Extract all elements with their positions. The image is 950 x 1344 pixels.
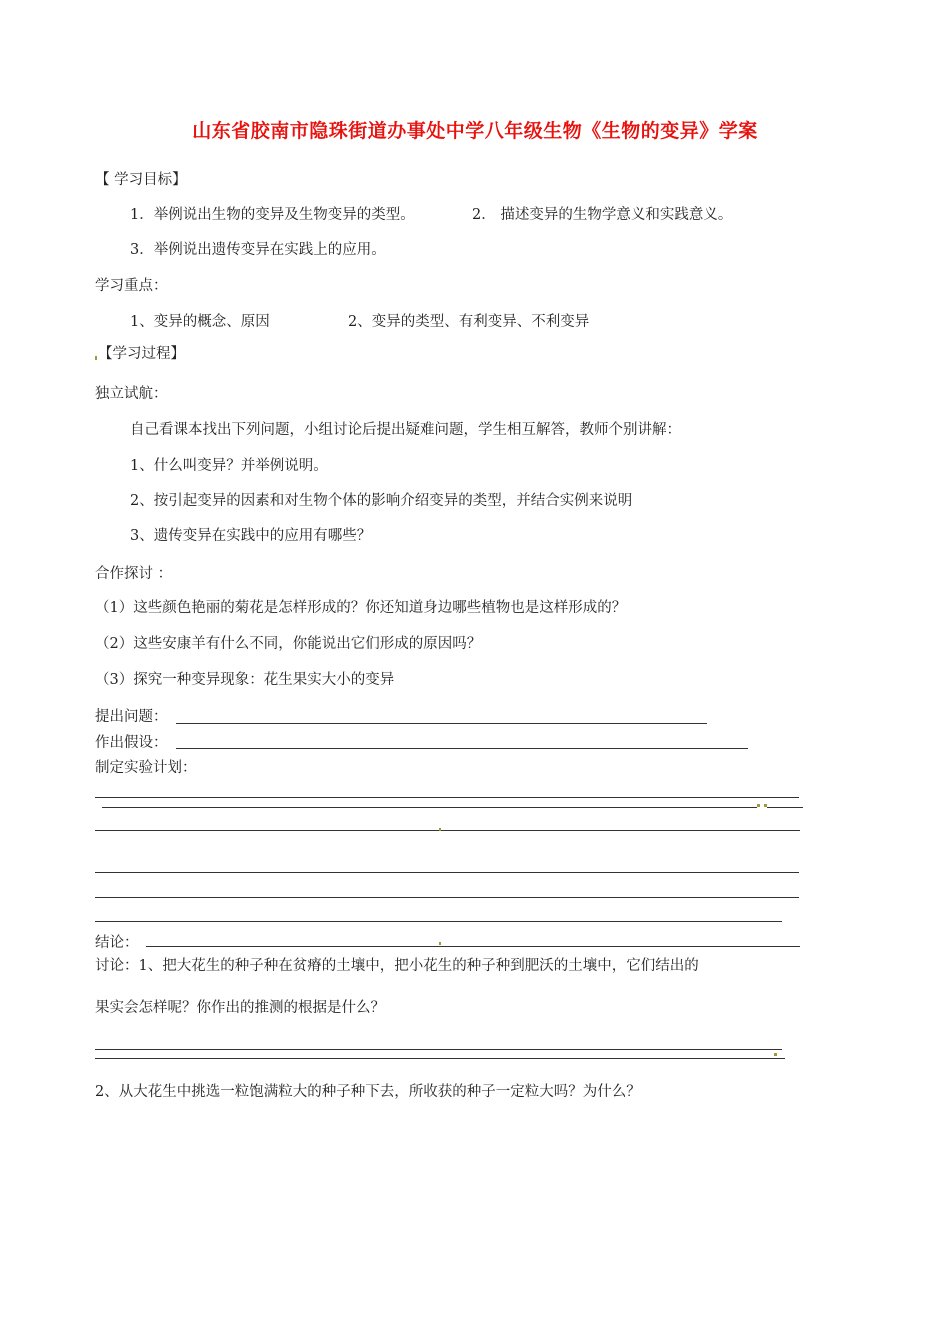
cooperation-2: （2）这些安康羊有什么不同，你能说出它们形成的原因吗？: [95, 636, 482, 652]
plan-line-2[interactable]: [102, 807, 757, 808]
cooperation-3: （3）探究一种变异现象：花生果实大小的变异: [95, 672, 395, 688]
discussion-1-answer-line-2[interactable]: [95, 1058, 785, 1059]
key-points-heading: 学习重点：: [95, 278, 168, 294]
process-heading: 【学习过程】: [98, 346, 185, 362]
discussion-2: 2、从大花生中挑选一粒饱满粒大的种子种下去，所收获的种子一定粒大吗？为什么？: [95, 1084, 641, 1100]
hypothesis-label: 作出假设：: [95, 735, 168, 751]
scan-mark: [774, 1053, 777, 1056]
question-label: 提出问题：: [95, 709, 168, 725]
plan-line-1[interactable]: [95, 797, 799, 798]
self-study-heading: 独立试航：: [95, 386, 168, 402]
goal-item-2: 2． 描述变异的生物学意义和实践意义。: [472, 207, 733, 223]
goal-item-1: 1．举例说出生物的变异及生物变异的类型。: [130, 207, 415, 223]
conclusion-answer-line[interactable]: [146, 946, 800, 947]
self-study-instruction: 自己看课本找出下列问题，小组讨论后提出疑难问题，学生相互解答，教师个别讲解：: [130, 422, 681, 438]
conclusion-label: 结论：: [95, 935, 139, 951]
plan-line-4[interactable]: [95, 872, 799, 873]
discussion-1-answer-line-1[interactable]: [95, 1049, 782, 1050]
goal-item-3: 3．举例说出遗传变异在实践上的应用。: [130, 242, 386, 258]
plan-line-6[interactable]: [95, 921, 782, 922]
question-answer-line[interactable]: [176, 723, 707, 724]
discussion-1-line-1: 讨论：1、把大花生的种子种在贫瘠的土壤中，把小花生的种子种到肥沃的土壤中，它们结出的: [95, 958, 699, 974]
scan-mark: [757, 804, 760, 807]
plan-line-2-tail: [767, 807, 803, 808]
scan-mark: [439, 942, 441, 945]
scan-mark: [439, 828, 441, 831]
scan-mark: [95, 356, 97, 360]
page-title: 山东省胶南市隐珠街道办事处中学八年级生物《生物的变异》学案: [192, 120, 758, 142]
cooperation-1: （1）这些颜色艳丽的菊花是怎样形成的？你还知道身边哪些植物也是这样形成的？: [95, 600, 627, 616]
goals-heading: 【 学习目标】: [95, 172, 187, 188]
key-point-1: 1、变异的概念、原因: [130, 314, 270, 330]
key-point-2: 2、变异的类型、有利变异、不利变异: [348, 314, 590, 330]
question-2: 2、按引起变异的因素和对生物个体的影响介绍变异的类型，并结合实例来说明: [130, 493, 633, 509]
plan-line-5[interactable]: [95, 897, 799, 898]
plan-line-3[interactable]: [95, 830, 800, 831]
plan-label: 制定实验计划：: [95, 760, 197, 776]
question-1: 1、什么叫变异？并举例说明。: [130, 458, 328, 474]
cooperation-heading: 合作探讨 ：: [95, 566, 173, 582]
discussion-1-line-2: 果实会怎样呢？你作出的推测的根据是什么？: [95, 1000, 385, 1016]
hypothesis-answer-line[interactable]: [176, 748, 748, 749]
question-3: 3、遗传变异在实践中的应用有哪些？: [130, 528, 372, 544]
